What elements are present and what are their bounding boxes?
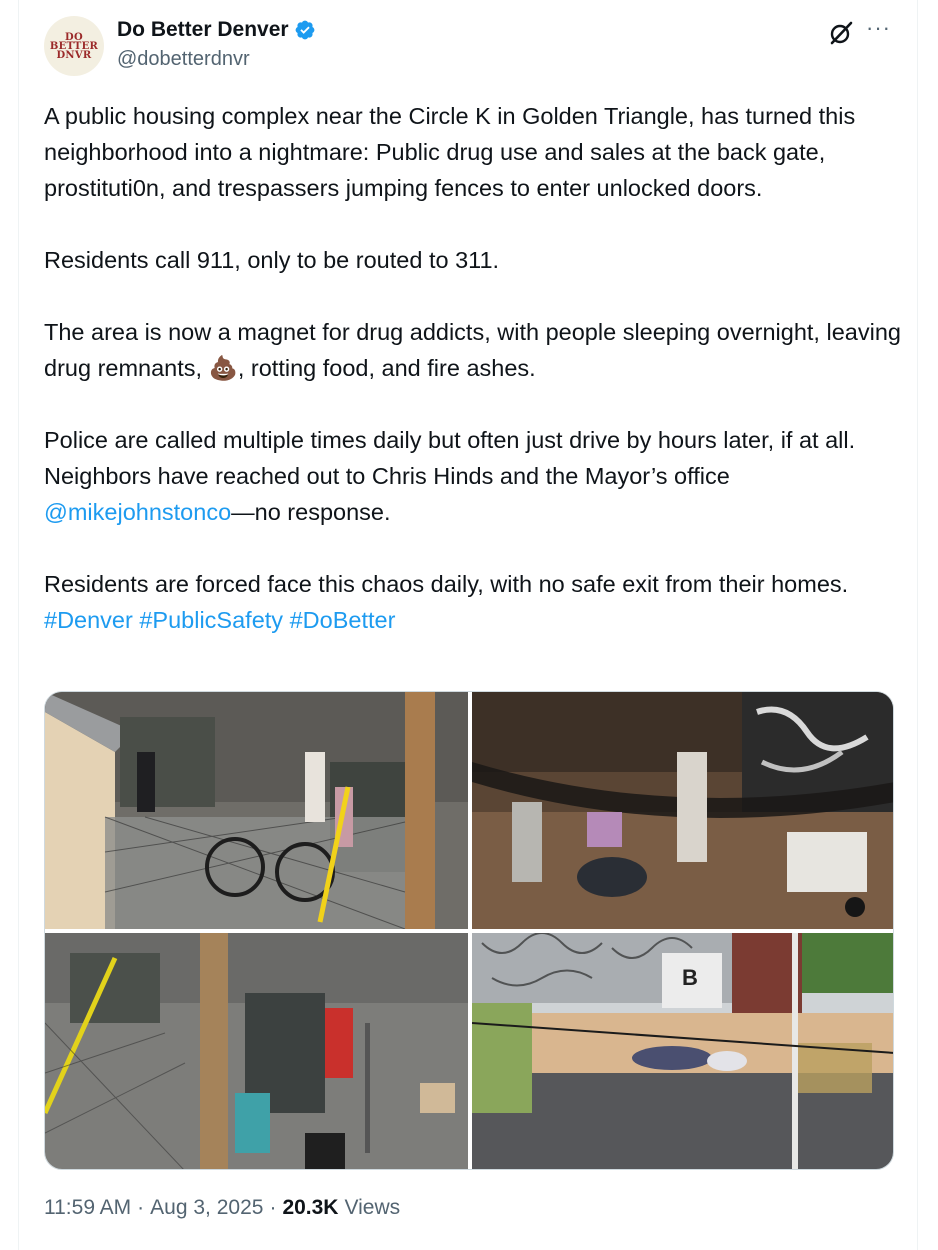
tweet-paragraph-4 [44,422,904,530]
photo-1-image [45,692,468,929]
tweet-text [44,98,904,638]
footer-separator: · [269,1196,277,1219]
tweet-paragraph-5 [44,566,904,638]
author-name-row [117,18,316,42]
tweet-paragraph-2: Residents call 911, only to be routed to 311. [44,247,500,273]
tweet-paragraph-4-end: —no response. [231,499,391,525]
tweet-paragraph-1: A public housing complex near the Circle K in Golden Triangle, has turned this neighborhood into a nightmare: Public drug use and sales at the back gate, prostituti0n, and trespassers jumping fences to enter unlocked doors. [44,103,856,201]
tweet-time[interactable]: 11:59 AM [44,1196,132,1219]
tweet-footer [44,1196,400,1220]
author-display-name[interactable]: Do Better Denver [117,18,289,41]
author-handle[interactable]: @dobetterdnvr [117,48,250,70]
grok-icon[interactable] [828,20,854,46]
avatar-text-line-1: DO [65,31,83,43]
photo-4[interactable] [472,933,894,1170]
footer-separator: · [137,1196,145,1219]
views-count: 20.3K [282,1196,339,1219]
tweet-paragraph-4-text: Police are called multiple times daily but often just drive by hours later, if at all. Neighbors have reached out to Chris Hinds and the Mayor’s office [44,427,856,489]
tweet-date[interactable]: Aug 3, 2025 [150,1196,264,1219]
media-grid [44,691,894,1170]
photo-4-image [472,933,894,1170]
svg-text:B: B [682,965,698,990]
tweet-paragraph-5-text: Residents are forced face this chaos daily, with no safe exit from their homes. [44,571,849,597]
photo-1[interactable] [45,692,468,929]
more-options-icon[interactable]: ··· [866,15,891,40]
avatar[interactable] [44,16,104,76]
photo-3[interactable] [45,933,468,1170]
mention-link[interactable]: @mikejohnstonco [44,499,232,525]
tweet-paragraph-3: The area is now a magnet for drug addicts, with people sleeping overnight, leaving drug remnants, 💩, rotting food, and fire ashes. [44,319,901,381]
views-label: Views [344,1196,401,1219]
photo-2-image [472,692,894,929]
avatar-text-line-2: BETTER [49,40,99,52]
hashtag-link[interactable]: #PublicSafety [139,607,284,633]
photo-2[interactable] [472,692,894,929]
hashtag-link[interactable]: #Denver [44,607,133,633]
avatar-text-line-3: DNVR [56,49,92,61]
hashtag-link[interactable]: #DoBetter [289,607,396,633]
photo-3-image [45,933,468,1170]
verified-badge-icon[interactable] [294,19,316,41]
